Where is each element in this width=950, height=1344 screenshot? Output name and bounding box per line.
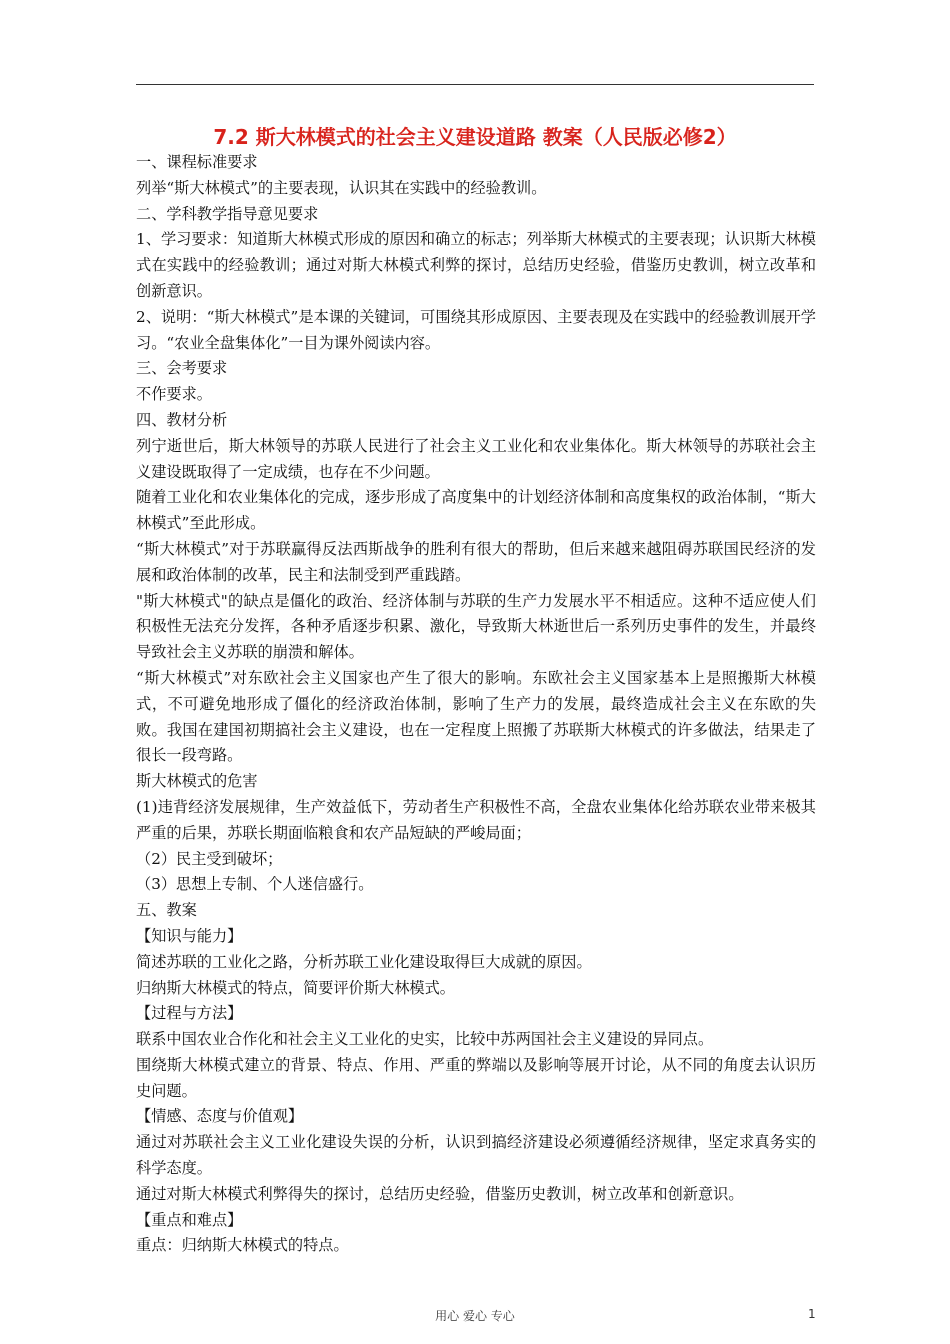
- paragraph: 重点：归纳斯大林模式的特点。: [136, 1236, 349, 1255]
- paragraph: 不作要求。: [136, 385, 212, 404]
- paragraph: 三、会考要求: [136, 359, 228, 378]
- paragraph: 【知识与能力】: [136, 926, 243, 945]
- document-title: 7.2 斯大林模式的社会主义建设道路 教案（人民版必修2）: [213, 125, 737, 149]
- document-body: [136, 150, 816, 1259]
- paragraph: (1)违背经济发展规律，生产效益低下，劳动者生产积极性不高，全盘农业集体化给苏联农业带来极其严重的后果，苏联长期面临粮食和农产品短缺的严峻局面；: [136, 797, 816, 842]
- paragraph: 简述苏联的工业化之路，分析苏联工业化建设取得巨大成就的原因。: [136, 952, 592, 971]
- paragraph: （3）思想上专制、个人迷信盛行。: [136, 875, 374, 894]
- paragraph: 一、课程标准要求: [136, 153, 258, 171]
- paragraph: 2、说明：“斯大林模式”是本课的关键词，可围绕其形成原因、主要表现及在实践中的经验教训展开学习。“农业全盘集体化”一目为课外阅读内容。: [136, 307, 816, 352]
- header-rule: [136, 84, 814, 85]
- paragraph: 【过程与方法】: [136, 1004, 243, 1023]
- paragraph: 斯大林模式的危害: [136, 772, 258, 791]
- paragraph: 二、学科教学指导意见要求: [136, 204, 319, 223]
- paragraph: 【情感、态度与价值观】: [136, 1107, 304, 1126]
- paragraph: 列宁逝世后，斯大林领导的苏联人民进行了社会主义工业化和农业集体化。斯大林领导的苏联社会主义建设既取得了一定成绩，也存在不少问题。: [136, 436, 816, 481]
- paragraph: 列举“斯大林模式”的主要表现，认识其在实践中的经验教训。: [136, 178, 547, 197]
- paragraph: 围绕斯大林模式建立的背景、特点、作用、严重的弊端以及影响等展开讨论，从不同的角度去认识历史问题。: [136, 1055, 816, 1100]
- paragraph: "斯大林模式"的缺点是僵化的政治、经济体制与苏联的生产力发展水平不相适应。这种不适应使人们积极性无法充分发挥，各种矛盾逐步积累、激化，导致斯大林逝世后一系列历史事件的发生，并最终导致社会主义苏联的崩溃和解体。: [136, 591, 816, 662]
- paragraph: 【重点和难点】: [136, 1210, 243, 1229]
- paragraph: 通过对斯大林模式利弊得失的探讨，总结历史经验，借鉴历史教训，树立改革和创新意识。: [136, 1184, 744, 1203]
- paragraph: 1、学习要求：知道斯大林模式形成的原因和确立的标志；列举斯大林模式的主要表现；认识斯大林模式在实践中的经验教训；通过对斯大林模式利弊的探讨，总结历史经验，借鉴历史教训，树立改革和创新意识。: [136, 230, 816, 300]
- paragraph: 五、教案: [136, 901, 197, 920]
- page-footer: 用心 爱心 专心: [435, 1309, 515, 1323]
- paragraph: 随着工业化和农业集体化的完成，逐步形成了高度集中的计划经济体制和高度集权的政治体制，“斯大林模式”至此形成。: [136, 488, 816, 533]
- paragraph: 通过对苏联社会主义工业化建设失误的分析，认识到搞经济建设必须遵循经济规律，坚定求真务实的科学态度。: [136, 1133, 816, 1178]
- paragraph: “斯大林模式”对东欧社会主义国家也产生了很大的影响。东欧社会主义国家基本上是照搬斯大林模式，不可避免地形成了僵化的经济政治体制，影响了生产力的发展，最终造成社会主义在东欧的失败。我国在建国初期搞社会主义建设，也在一定程度上照搬了苏联斯大林模式的许多做法，结果走了很长一段弯路。: [136, 668, 816, 765]
- paragraph: （2）民主受到破坏；: [136, 849, 283, 868]
- paragraph: 四、教材分析: [136, 410, 228, 429]
- page-number: 1: [808, 1307, 816, 1321]
- paragraph: 归纳斯大林模式的特点，简要评价斯大林模式。: [136, 978, 455, 997]
- paragraph: “斯大林模式”对于苏联赢得反法西斯战争的胜利有很大的帮助，但后来越来越阻碍苏联国民经济的发展和政治体制的改革，民主和法制受到严重践踏。: [136, 539, 816, 584]
- paragraph: 联系中国农业合作化和社会主义工业化的史实，比较中苏两国社会主义建设的异同点。: [136, 1030, 714, 1049]
